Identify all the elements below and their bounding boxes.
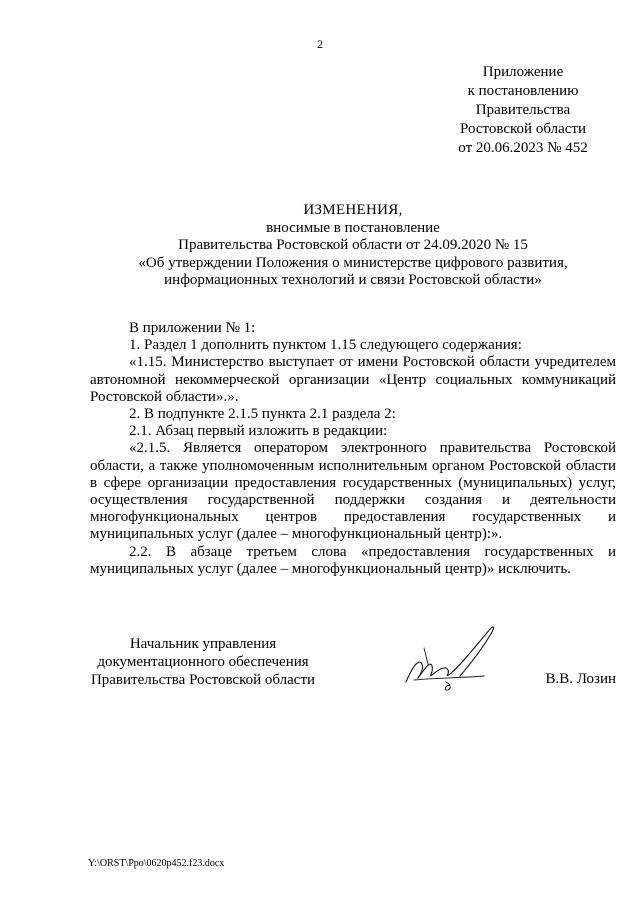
signer-position-line: Начальник управления xyxy=(129,636,277,652)
document-body xyxy=(90,320,616,578)
body-paragraph: В приложении № 1: xyxy=(129,320,256,336)
body-paragraph: 2.1. Абзац первый изложить в редакции: xyxy=(129,423,388,440)
signer-position-line: Правительства Ростовской области xyxy=(90,672,316,688)
page-number: 2 xyxy=(317,37,323,51)
body-paragraph: «2.1.5. Является оператором электронного правительства Ростовской области, а также уполномоченным исполнительным органом Ростовской области в сфере организации предоставления государственных (муниципальных) услуг, осуществления государственной поддержки создания и деятельности многофункциональных центров предоставления государственных и муниципальных услуг (далее – многофункциональный центр):». xyxy=(90,440,616,543)
appendix-line: к постановлению xyxy=(467,83,579,99)
appendix-line: Ростовской области xyxy=(460,121,586,137)
appendix-line: Приложение xyxy=(482,64,564,80)
appendix-header xyxy=(443,63,603,158)
title-line: вносимые в постановление xyxy=(266,219,440,236)
body-paragraph: 1. Раздел 1 дополнить пунктом 1.15 следующего содержания: xyxy=(129,337,522,354)
title-heading: ИЗМЕНЕНИЯ, xyxy=(303,202,403,218)
appendix-line: от 20.06.2023 № 452 xyxy=(458,140,588,156)
appendix-line: Правительства xyxy=(475,102,571,118)
body-paragraph: 2.2. В абзаце третьем слова «предоставления государственных и муниципальных услуг (далее – многофункциональный центр)» исключить. xyxy=(90,543,616,577)
file-path: Y:\ORST\Ppo\0620p452.f23.docx xyxy=(88,858,225,869)
handwritten-signature xyxy=(388,618,508,700)
document-title xyxy=(90,202,616,290)
title-line: информационных технологий и связи Ростовской области» xyxy=(164,272,542,288)
body-paragraph: «1.15. Министерство выступает от имени Ростовской области учредителем автономной некоммерческой организации «Центр социальных коммуникаций Ростовской области».». xyxy=(90,354,616,405)
title-line: Правительства Ростовской области от 24.09.2020 № 15 xyxy=(178,237,528,253)
body-paragraph: 2. В подпункте 2.1.5 пункта 2.1 раздела 2: xyxy=(129,406,396,423)
signer-name: В.В. Лозин xyxy=(545,671,616,687)
signer-position-line: документационного обеспечения xyxy=(97,654,309,670)
signer-position xyxy=(90,635,316,689)
title-line: «Об утверждении Положения о министерстве цифрового развития, xyxy=(138,254,568,271)
